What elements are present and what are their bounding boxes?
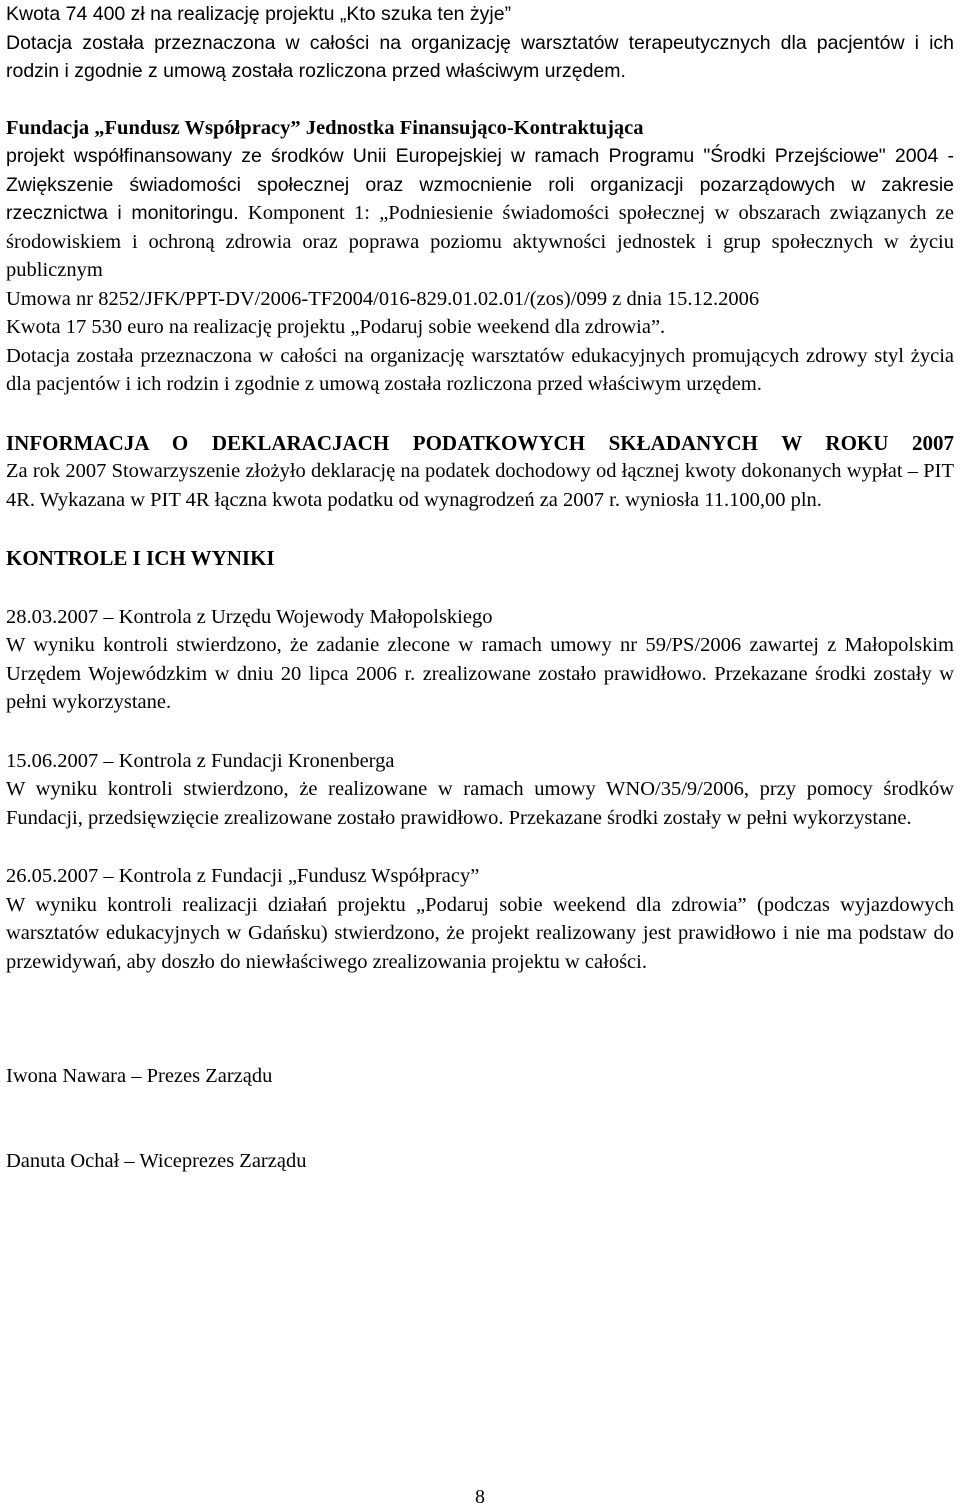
controls-section-heading: KONTROLE I ICH WYNIKI <box>6 546 275 570</box>
grant-settlement: Dotacja została przeznaczona w całości na organizację warsztatów edukacyjnych promujących zdrowy styl życia dla pacjentów i ich rodzin i zgodnie z umową została rozliczona przed właściwym urzędem. <box>6 344 954 395</box>
control-text-3: W wyniku kontroli realizacji działań projektu „Podaruj sobie weekend dla zdrowia” (podczas wyjazdowych warsztatów edukacyjnych w Gdańsku) stwierdzono, że projekt realizowany jest prawidłowo i nie ma podstaw do przewidywań, aby doszło do niewłaściwego zrealizowania projektu w całości. <box>6 893 954 973</box>
tax-section-heading: INFORMACJA O DEKLARACJACH PODATKOWYCH SKŁADANYCH W ROKU 2007 <box>6 430 954 455</box>
component-description: Komponent 1: „Podniesienie świadomości społecznej w obszarach związanych ze środowiskiem i ochroną zdrowia oraz poprawa poziomu aktywności jednostek i grup społecznych w życiu publicznym <box>6 202 954 281</box>
page-number: 8 <box>475 1486 485 1508</box>
contract-number: Umowa nr 8252/JFK/PPT-DV/2006-TF2004/016-829.01.02.01/(zos)/099 z dnia 15.12.2006 <box>6 287 760 310</box>
signature-president: Iwona Nawara – Prezes Zarządu <box>6 1065 273 1087</box>
control-title-3: 26.05.2007 – Kontrola z Fundacji „Fundusz Współpracy” <box>6 865 480 887</box>
tax-section-text: Za rok 2007 Stowarzyszenie złożyło deklarację na podatek dochodowy od łącznej kwoty dokonanych wypłat – PIT 4R. Wykazana w PIT 4R łączna kwota podatku od wynagrodzeń za 2007 r. wyniosła 11.100,00 pln. <box>6 460 954 511</box>
project-description: projekt współfinansowany ze środków Unii Europejskiej w ramach Programu "Środki Przejściowe" 2004 - Zwiększenie świadomości społecznej oraz wzmocnienie roli organizacji pozarządowych w zakresie rzecznictwa i monitoringu. <box>6 145 954 224</box>
control-title-2: 15.06.2007 – Kontrola z Fundacji Kronenberga <box>6 749 395 772</box>
grant-description: Dotacja została przeznaczona w całości na organizację warsztatów terapeutycznych dla pacjentów i ich rodzin i zgodnie z umową została rozliczona przed właściwym urzędem. <box>6 31 954 82</box>
signature-vice-president: Danuta Ochał – Wiceprezes Zarządu <box>6 1149 307 1172</box>
control-text-1: W wyniku kontroli stwierdzono, że zadanie zlecone w ramach umowy nr 59/PS/2006 zawartej z Małopolskim Urzędem Wojewódzkim w dniu 20 lipca 2006 r. zrealizowane zostało prawidłowo. Przekazane środki zostały w pełni wykorzystane. <box>6 634 954 713</box>
document-page <box>6 0 954 1175</box>
control-text-2: W wyniku kontroli stwierdzono, że realizowane w ramach umowy WNO/35/9/2006, przy pomocy środków Fundacji, przedsięwzięcie zrealizowane zostało prawidłowo. Przekazane środki zostały w pełni wykorzystane. <box>6 778 954 829</box>
control-title-1: 28.03.2007 – Kontrola z Urzędu Wojewody Małopolskiego <box>6 605 493 628</box>
fundacja-block <box>6 114 954 285</box>
fundacja-title: Fundacja „Fundusz Współpracy” Jednostka Finansująco-Kontraktująca <box>6 116 644 139</box>
grant-amount-line: Kwota 74 400 zł na realizację projektu „Kto szuka ten żyje” <box>6 3 512 25</box>
project-amount: Kwota 17 530 euro na realizację projektu „Podaruj sobie weekend dla zdrowia”. <box>6 316 666 338</box>
